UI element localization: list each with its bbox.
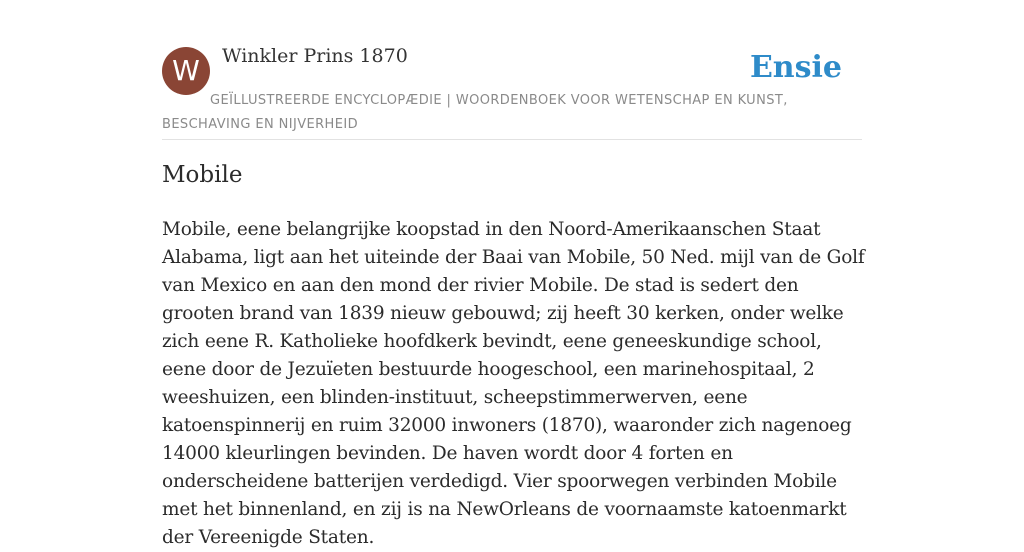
source-title-link[interactable]: Winkler Prins 1870 [222,45,408,67]
source-avatar[interactable]: W [162,47,210,95]
entry-body: Mobile, eene belangrijke koopstad in den Noord-Amerikaanschen Staat Alabama, ligt aan het uiteinde der Baai van Mobile, 50 Ned. mijl van de Golf van Mexico en aan den mond der rivier Mobile. De stad is sedert den grooten brand van 1839 nieuw gebouwd; zij heeft 30 kerken, onder welke zich eene R. Katholieke hoofdkerk bevindt, eene geneeskundige school, eene door de Jezuïeten bestuurde hoogeschool, een marinehospitaal, 2 weeshuizen, een blinden-instituut, scheepstimmerwerven, eene katoenspinnerij en ruim 32000 inwoners (1870), waaronder zich nagenoeg 14000 kleurlingen bevinden. De haven wordt door 4 forten en onderscheidene batterijen verdedigd. Vier spoorwegen verbinden Mobile met het binnenland, en zij is na NewOrleans de voornaamste katoenmarkt der Vereenigde Staten. [162,219,865,548]
source-header [162,0,862,140]
source-subtitle: GEÏLLUSTREERDE ENCYCLOPÆDIE | WOORDENBOEK VOOR WETENSCHAP EN KUNST, BESCHAVING EN NIJVERHEID [162,93,788,132]
brand-logo[interactable]: Ensie [749,50,842,85]
entry-title: Mobile [162,162,243,188]
page-container [162,0,865,548]
